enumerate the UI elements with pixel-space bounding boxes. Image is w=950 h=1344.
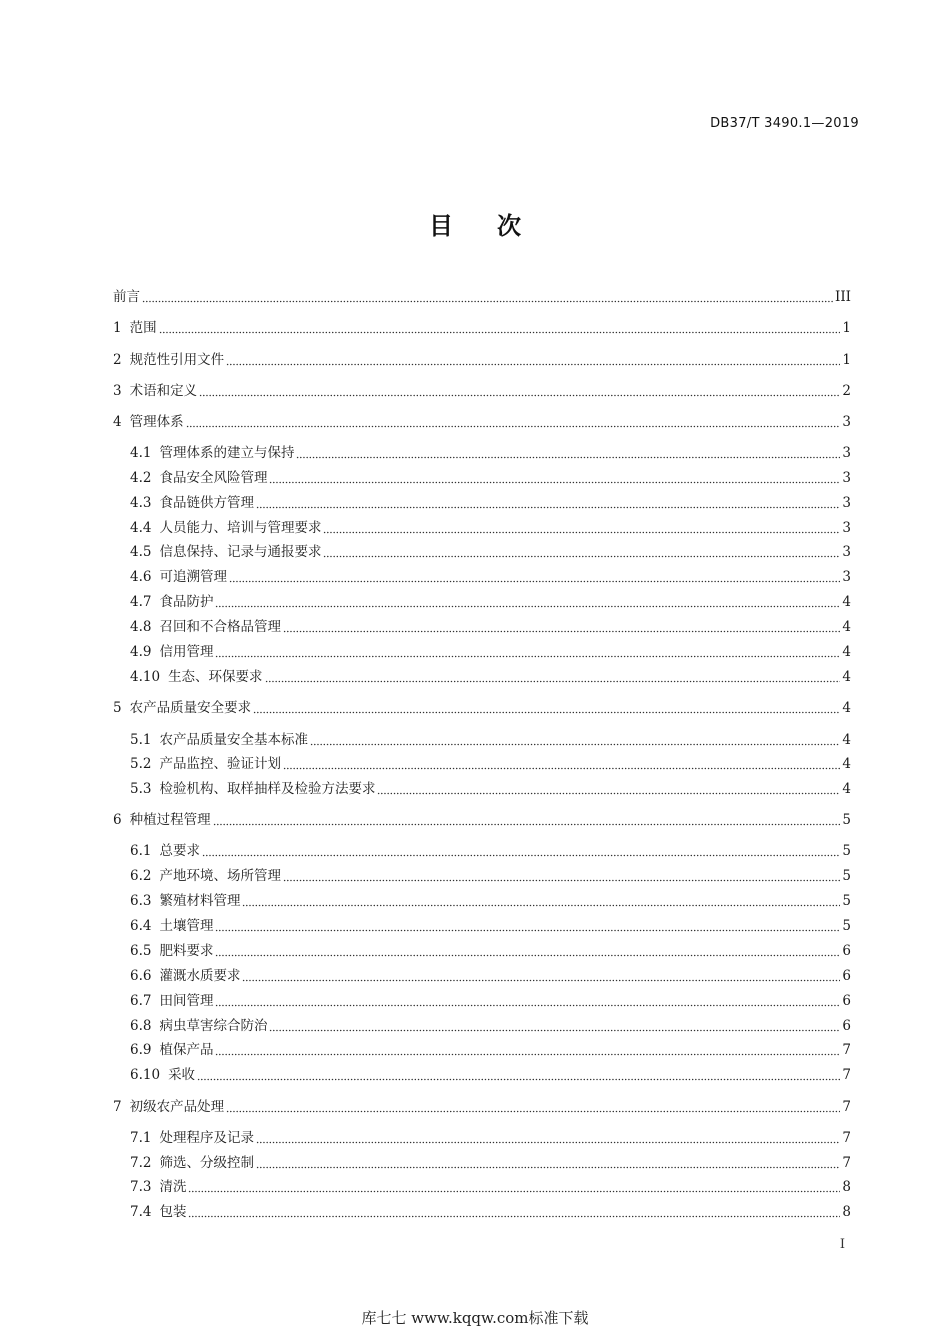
toc-entry-page: 2: [842, 383, 851, 399]
toc-entry-number: 5.3: [130, 781, 152, 797]
toc-entry[interactable]: [130, 468, 851, 488]
toc-entry-page: 3: [842, 445, 851, 461]
toc-entry-label: 总要求: [159, 843, 200, 859]
toc-entry-page: 6: [842, 968, 851, 984]
toc-entry-page: 5: [842, 812, 851, 828]
toc-entry[interactable]: [113, 810, 851, 830]
toc-entry-number: 5: [113, 700, 122, 716]
toc-entry-page: 5: [842, 893, 851, 909]
toc-entry-page: 4: [842, 732, 851, 748]
toc-entry-label: 食品安全风险管理: [159, 470, 268, 486]
toc-entry-label: 繁殖材料管理: [159, 893, 241, 909]
toc-entry-page: III: [835, 289, 851, 305]
toc-entry-number: 6.9: [130, 1042, 152, 1058]
toc-entry-label: 筛选、分级控制: [159, 1155, 254, 1171]
toc-entry[interactable]: [130, 891, 851, 911]
toc-entry-label: 召回和不合格品管理: [159, 619, 281, 635]
toc-entry-number: 4.9: [130, 644, 152, 660]
toc-entry-label: 食品防护: [159, 594, 214, 610]
toc-entry[interactable]: [130, 754, 851, 774]
toc-entry[interactable]: [113, 381, 851, 401]
toc-entry-label: 产地环境、场所管理: [159, 868, 281, 884]
toc-entry-page: 7: [842, 1042, 851, 1058]
toc-entry-number: 6.7: [130, 993, 152, 1009]
toc-entry[interactable]: [130, 518, 851, 538]
toc-entry[interactable]: [130, 1177, 851, 1197]
toc-entry[interactable]: [130, 841, 851, 861]
toc-entry-page: 1: [842, 320, 851, 336]
toc-entry-number: 6.4: [130, 918, 152, 934]
toc-entry[interactable]: [130, 617, 851, 637]
toc-entry-number: 4.1: [130, 445, 152, 461]
toc-entry-page: 7: [842, 1099, 851, 1115]
toc-entry-label: 管理体系: [129, 414, 184, 430]
toc-entry-number: 1: [113, 320, 122, 336]
toc-entry-label: 田间管理: [159, 993, 214, 1009]
toc-entry-label: 术语和定义: [129, 383, 198, 399]
toc-entry[interactable]: [130, 779, 851, 799]
toc-entry[interactable]: [130, 991, 851, 1011]
toc-entry-page: 3: [842, 569, 851, 585]
toc-entry-page: 3: [842, 544, 851, 560]
toc-entry-page: 4: [842, 619, 851, 635]
toc-entry-label: 信用管理: [159, 644, 214, 660]
toc-entry-label: 种植过程管理: [129, 812, 211, 828]
toc-entry-page: 3: [842, 470, 851, 486]
toc-entry-number: 4.10: [130, 669, 161, 685]
toc-entry-number: 4.3: [130, 495, 152, 511]
toc-entry-number: 6.6: [130, 968, 152, 984]
toc-entry-number: 6.2: [130, 868, 152, 884]
toc-entry[interactable]: [113, 698, 851, 718]
toc-entry-number: 6.10: [130, 1067, 161, 1083]
toc-entry[interactable]: [130, 667, 851, 687]
toc-entry-number: 5.1: [130, 732, 152, 748]
page-number: I: [839, 1237, 845, 1252]
toc-entry-number: 7.4: [130, 1204, 152, 1220]
toc-entry-number: 6: [113, 812, 122, 828]
toc-entry[interactable]: [113, 1097, 851, 1117]
toc-entry-page: 6: [842, 943, 851, 959]
page-title: [0, 206, 950, 241]
toc-entry-page: 5: [842, 868, 851, 884]
toc-entry-label: 产品监控、验证计划: [159, 756, 281, 772]
toc-entry-page: 4: [842, 781, 851, 797]
toc-entry-page: 5: [842, 918, 851, 934]
toc-entry-label: 检验机构、取样抽样及检验方法要求: [159, 781, 376, 797]
toc-entry-label: 病虫草害综合防治: [159, 1018, 268, 1034]
toc-entry-page: 1: [842, 352, 851, 368]
standard-code: DB37/T 3490.1—2019: [710, 116, 859, 131]
toc-entry-page: 5: [842, 843, 851, 859]
toc-entry-page: 4: [842, 644, 851, 660]
toc-entry-label: 可追溯管理: [159, 569, 227, 585]
toc-entry[interactable]: [130, 493, 851, 513]
toc-entry-label: 清洗: [159, 1179, 187, 1195]
toc-entry-label: 灌溉水质要求: [159, 968, 241, 984]
toc-entry-number: 3: [113, 383, 122, 399]
toc-entry[interactable]: [130, 642, 851, 662]
toc-entry-page: 6: [842, 1018, 851, 1034]
toc-entry-number: 6.5: [130, 943, 152, 959]
toc-entry[interactable]: [130, 1065, 851, 1085]
toc-entry-number: 2: [113, 352, 122, 368]
toc-entry[interactable]: [130, 1128, 851, 1148]
toc-entry-page: 7: [842, 1130, 851, 1146]
toc-entry[interactable]: [130, 443, 851, 463]
toc-entry-label: 初级农产品处理: [129, 1099, 225, 1115]
toc-entry-page: 3: [842, 414, 851, 430]
toc-entry[interactable]: [130, 866, 851, 886]
toc-entry-number: 7.2: [130, 1155, 152, 1171]
toc-entry-page: 7: [842, 1155, 851, 1171]
toc-entry-number: 4.6: [130, 569, 152, 585]
toc-entry-label: 植保产品: [159, 1042, 214, 1058]
toc-entry-page: 4: [842, 700, 851, 716]
toc-entry-label: 土壤管理: [159, 918, 214, 934]
toc-entry-page: 4: [842, 669, 851, 685]
toc-entry[interactable]: [130, 730, 851, 750]
toc-entry[interactable]: [130, 966, 851, 986]
toc-entry[interactable]: [130, 1040, 851, 1060]
toc-entry-label: 管理体系的建立与保持: [159, 445, 295, 461]
toc-entry-page: 7: [842, 1067, 851, 1083]
toc-entry[interactable]: [130, 567, 851, 587]
toc-entry[interactable]: [113, 287, 851, 307]
toc-entry-page: 8: [842, 1179, 851, 1195]
toc-entry-number: 6.8: [130, 1018, 152, 1034]
toc-entry-page: 4: [842, 756, 851, 772]
toc-entry-number: 7.3: [130, 1179, 152, 1195]
toc-entry[interactable]: [130, 592, 851, 612]
toc-entry-label: 处理程序及记录: [159, 1130, 254, 1146]
title-char-2: 次: [497, 212, 521, 240]
toc-entry-label: 生态、环保要求: [168, 669, 263, 685]
toc-entry-label: 食品链供方管理: [159, 495, 254, 511]
toc-entry-label: 范围: [129, 320, 157, 336]
toc-entry-number: 4.5: [130, 544, 152, 560]
toc-entry-page: 3: [842, 495, 851, 511]
toc-entry[interactable]: [130, 1016, 851, 1036]
toc-entry-number: 6.1: [130, 843, 152, 859]
toc-entry-number: 4.8: [130, 619, 152, 635]
toc-entry-label: 包装: [159, 1204, 187, 1220]
toc-entry-label: 农产品质量安全基本标准: [159, 732, 308, 748]
toc-entry-label: 信息保持、记录与通报要求: [159, 544, 322, 560]
toc-entry[interactable]: [130, 941, 851, 961]
toc-entry-page: 6: [842, 993, 851, 1009]
toc-entry-number: 4.4: [130, 520, 152, 536]
toc-entry[interactable]: [130, 1153, 851, 1173]
toc-entry-number: 4.2: [130, 470, 152, 486]
toc-entry-label: 规范性引用文件: [129, 352, 225, 368]
footer-watermark-text: 库七七 www.kqqw.com标准下载: [361, 1309, 589, 1327]
toc-entry-page: 8: [842, 1204, 851, 1220]
toc-entry-number: 4.7: [130, 594, 152, 610]
toc-entry-label: 前言: [113, 289, 140, 305]
toc-entry-number: 4: [113, 414, 122, 430]
toc-entry[interactable]: [130, 1202, 851, 1222]
toc-entry-page: 3: [842, 520, 851, 536]
title-char-1: 目: [429, 212, 453, 240]
toc-entry-number: 6.3: [130, 893, 152, 909]
toc-entry-label: 农产品质量安全要求: [129, 700, 252, 716]
toc-entry-page: 4: [842, 594, 851, 610]
toc-entry-label: 人员能力、培训与管理要求: [159, 520, 322, 536]
toc-entry-number: 5.2: [130, 756, 152, 772]
toc-entry[interactable]: [113, 318, 851, 338]
toc-entry[interactable]: [113, 350, 851, 370]
toc-entry[interactable]: [130, 542, 851, 562]
toc-entry[interactable]: [130, 916, 851, 936]
toc-entry[interactable]: [113, 412, 851, 432]
toc-entry-label: 肥料要求: [159, 943, 214, 959]
toc-entry-label: 采收: [168, 1067, 196, 1083]
toc-entry-number: 7: [113, 1099, 122, 1115]
toc-entry-number: 7.1: [130, 1130, 152, 1146]
